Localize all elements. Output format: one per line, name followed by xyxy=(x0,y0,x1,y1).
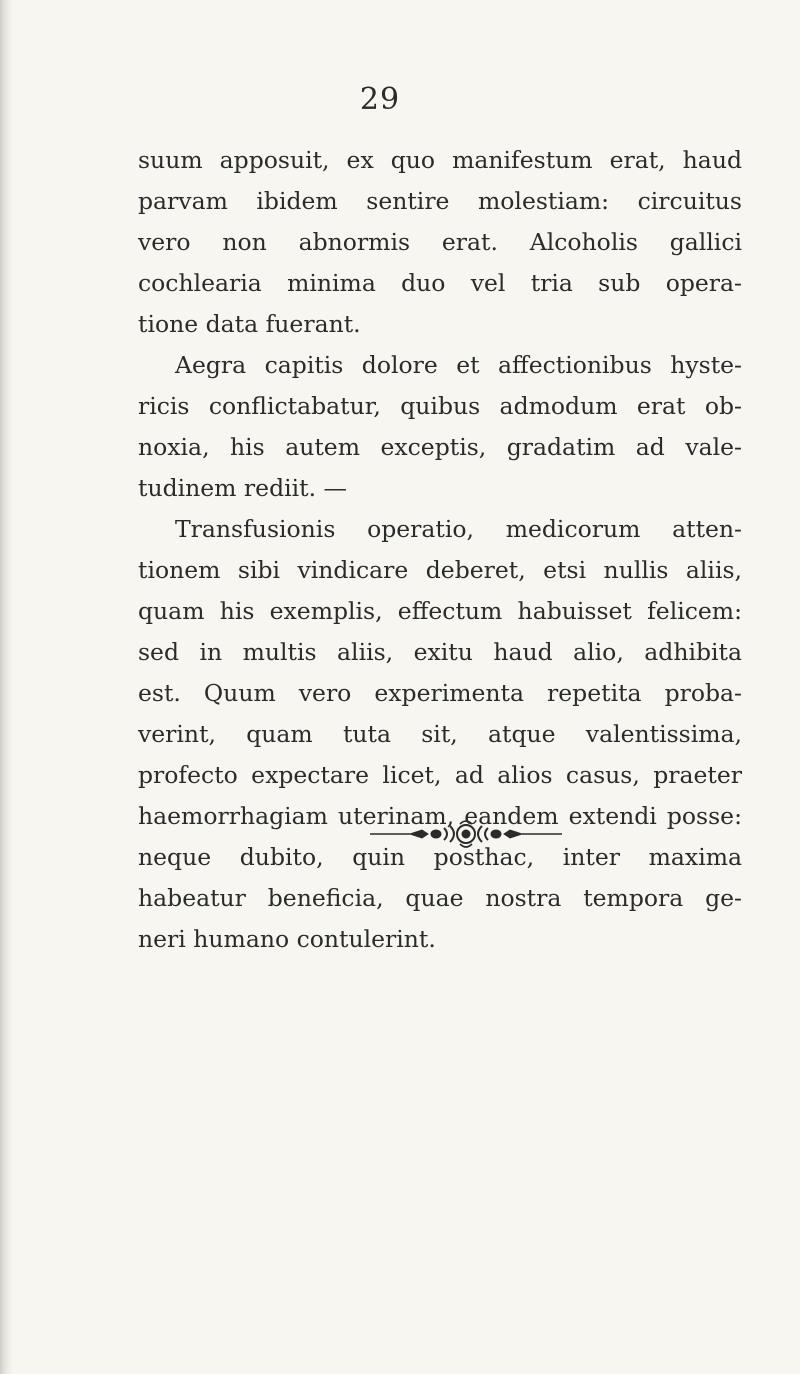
text-line: tione data fuerant. xyxy=(138,310,361,338)
text-line: suum apposuit, ex quo manifestum erat, haud xyxy=(138,146,742,174)
text-line: parvam ibidem sentire molestiam: circuitus xyxy=(138,187,742,215)
text-line: tionem sibi vindicare deberet, etsi nullis aliis, xyxy=(138,556,742,584)
text-line: tudinem rediit. — xyxy=(138,474,348,502)
text-line: neque dubito, quin posthac, inter maxima xyxy=(138,843,742,871)
text-line: profecto expectare licet, ad alios casus, praeter xyxy=(138,761,742,789)
text-line: est. Quum vero experimenta repetita proba- xyxy=(138,679,742,707)
text-line: vero non abnormis erat. Alcoholis gallici xyxy=(138,228,742,256)
page-binding-edge xyxy=(0,0,12,1374)
text-line: Aegra capitis dolore et affectionibus hyste- xyxy=(175,351,742,379)
printers-ornament-icon xyxy=(366,814,566,854)
text-line: sed in multis aliis, exitu haud alio, adhibita xyxy=(138,638,742,666)
text-line: noxia, his autem exceptis, gradatim ad vale- xyxy=(138,433,742,461)
text-line: haemorrhagiam uterinam, eandem extendi posse: xyxy=(138,802,742,830)
text-line: habeatur beneficia, quae nostra tempora ge- xyxy=(138,884,742,912)
text-line: ricis conflictabatur, quibus admodum erat ob- xyxy=(138,392,742,420)
text-line: quam his exemplis, effectum habuisset felicem: xyxy=(138,597,742,625)
text-line: Transfusionis operatio, medicorum atten- xyxy=(175,515,742,543)
text-line: neri humano contulerint. xyxy=(138,925,436,953)
text-line: cochlearia minima duo vel tria sub opera- xyxy=(138,269,742,297)
text-line: verint, quam tuta sit, atque valentissima, xyxy=(138,720,742,748)
page-number: 29 xyxy=(359,82,401,117)
